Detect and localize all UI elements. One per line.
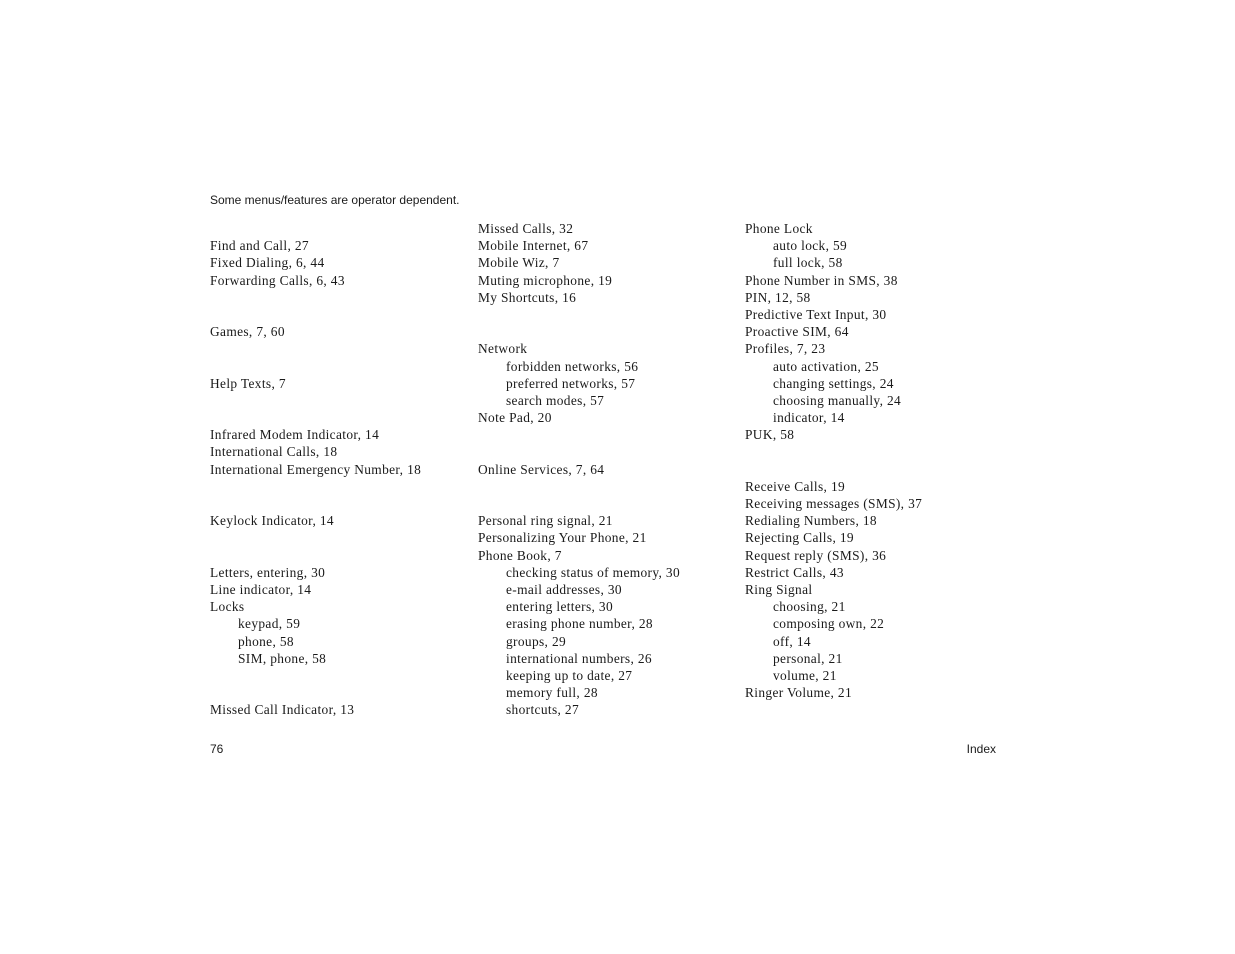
index-entry: Receive Calls, 19 <box>745 478 846 494</box>
index-spacer <box>478 426 680 443</box>
index-subentry: off, 14 <box>773 633 811 649</box>
index-entry: Ringer Volume, 21 <box>745 685 852 701</box>
index-entry: Restrict Calls, 43 <box>745 564 844 580</box>
index-subentry: auto lock, 59 <box>773 238 848 254</box>
index-subentry: changing settings, 24 <box>773 375 894 391</box>
index-spacer <box>478 443 680 460</box>
index-subentry: search modes, 57 <box>506 392 605 408</box>
operator-note: Some menus/features are operator dependent. <box>210 193 460 207</box>
index-subentry: composing own, 22 <box>773 616 885 632</box>
index-entry: Games, 7, 60 <box>210 324 285 340</box>
index-spacer <box>478 478 680 495</box>
index-entry: Proactive SIM, 64 <box>745 324 849 340</box>
index-spacer <box>478 306 680 323</box>
index-entry: Missed Call Indicator, 13 <box>210 702 355 718</box>
section-title: Index <box>966 742 996 756</box>
index-spacer <box>210 684 421 701</box>
index-subentry: shortcuts, 27 <box>506 702 579 718</box>
index-spacer <box>210 358 421 375</box>
index-subentry: preferred networks, 57 <box>506 375 636 391</box>
index-entry: International Calls, 18 <box>210 444 338 460</box>
index-entry: Muting microphone, 19 <box>478 272 613 288</box>
index-spacer <box>210 392 421 409</box>
index-spacer <box>745 461 922 478</box>
index-spacer <box>210 306 421 323</box>
index-entry: Profiles, 7, 23 <box>745 341 826 357</box>
index-subentry: memory full, 28 <box>506 685 598 701</box>
index-spacer <box>210 529 421 546</box>
index-entry: Ring Signal <box>745 581 813 597</box>
index-entry: Letters, entering, 30 <box>210 564 326 580</box>
index-spacer <box>478 495 680 512</box>
index-subentry: keeping up to date, 27 <box>506 667 633 683</box>
index-spacer <box>745 443 922 460</box>
index-entry: My Shortcuts, 16 <box>478 289 577 305</box>
index-spacer <box>210 495 421 512</box>
index-subentry: auto activation, 25 <box>773 358 879 374</box>
index-column-3 <box>745 220 922 701</box>
index-entry: Missed Calls, 32 <box>478 221 574 236</box>
index-subentry: choosing manually, 24 <box>773 392 902 408</box>
index-spacer <box>210 667 421 684</box>
index-subentry: phone, 58 <box>238 633 294 649</box>
index-entry: Phone Lock <box>745 221 813 236</box>
index-entry: Fixed Dialing, 6, 44 <box>210 255 325 271</box>
index-entry: Note Pad, 20 <box>478 410 552 426</box>
index-entry: Mobile Wiz, 7 <box>478 255 560 271</box>
page-number: 76 <box>210 742 224 756</box>
index-spacer <box>210 478 421 495</box>
index-entry: Help Texts, 7 <box>210 375 286 391</box>
index-entry: Request reply (SMS), 36 <box>745 547 887 563</box>
index-spacer <box>210 409 421 426</box>
index-spacer <box>210 340 421 357</box>
index-spacer <box>210 547 421 564</box>
index-entry: Forwarding Calls, 6, 43 <box>210 272 345 288</box>
index-entry: Personal ring signal, 21 <box>478 513 613 529</box>
index-entry: Personalizing Your Phone, 21 <box>478 530 647 546</box>
index-column-1 <box>210 220 421 718</box>
index-entry: Network <box>478 341 528 357</box>
index-entry: PIN, 12, 58 <box>745 289 811 305</box>
index-subentry: groups, 29 <box>506 633 567 649</box>
index-entry: Rejecting Calls, 19 <box>745 530 854 546</box>
index-entry: Phone Book, 7 <box>478 547 562 563</box>
index-entry: Predictive Text Input, 30 <box>745 306 887 322</box>
index-entry: Receiving messages (SMS), 37 <box>745 496 923 511</box>
index-entry: Locks <box>210 599 245 615</box>
index-subentry: checking status of memory, 30 <box>506 564 681 580</box>
index-entry: Mobile Internet, 67 <box>478 238 589 254</box>
index-entry: International Emergency Number, 18 <box>210 461 422 477</box>
index-entry: PUK, 58 <box>745 427 795 443</box>
index-subentry: keypad, 59 <box>238 616 301 632</box>
index-subentry: choosing, 21 <box>773 599 846 615</box>
index-column-2 <box>478 220 680 718</box>
index-subentry: indicator, 14 <box>773 410 845 426</box>
index-subentry: erasing phone number, 28 <box>506 616 653 632</box>
index-subentry: volume, 21 <box>773 667 837 683</box>
index-spacer <box>210 289 421 306</box>
index-entry: Infrared Modem Indicator, 14 <box>210 427 380 443</box>
index-entry: Redialing Numbers, 18 <box>745 513 877 529</box>
index-spacer <box>478 323 680 340</box>
index-spacer <box>210 220 421 237</box>
index-entry: Online Services, 7, 64 <box>478 461 605 477</box>
index-subentry: SIM, phone, 58 <box>238 650 327 666</box>
index-entry: Keylock Indicator, 14 <box>210 513 334 529</box>
index-entry: Find and Call, 27 <box>210 238 309 254</box>
index-entry: Line indicator, 14 <box>210 581 312 597</box>
index-subentry: forbidden networks, 56 <box>506 358 639 374</box>
index-subentry: entering letters, 30 <box>506 599 614 615</box>
index-entry: Phone Number in SMS, 38 <box>745 272 898 288</box>
index-subentry: personal, 21 <box>773 650 843 666</box>
index-subentry: full lock, 58 <box>773 255 843 271</box>
index-subentry: international numbers, 26 <box>506 650 652 666</box>
index-subentry: e-mail addresses, 30 <box>506 581 622 597</box>
